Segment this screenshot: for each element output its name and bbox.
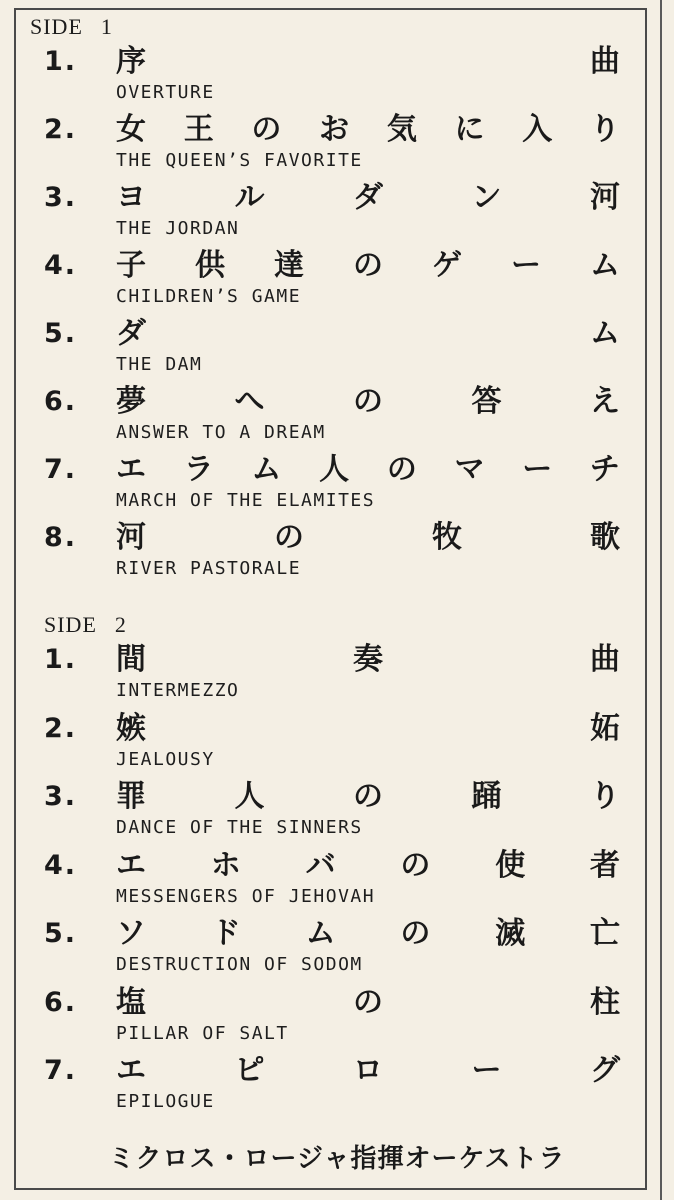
side1-track-2 [0,112,674,176]
track-number: 3. [44,182,78,213]
track-number: 1. [44,644,78,675]
title-character: バ [305,847,336,883]
title-character: り [590,779,620,814]
side1-track-5 [0,316,674,380]
side2-label-text: SIDE [44,612,97,637]
title-character: ピ [234,1053,265,1088]
track-title-english: THE JORDAN [116,218,240,239]
side1-track-4 [0,248,674,312]
title-character: ム [305,916,336,951]
title-character: ラ [183,452,214,487]
track-number: 2. [44,712,78,744]
track-title-japanese [116,1053,620,1089]
title-character: の [353,984,383,1020]
title-character: 人 [234,779,265,814]
title-character: の [274,520,304,555]
title-character: 者 [589,847,620,883]
title-character: え [590,384,620,419]
title-character: ー [471,1053,502,1088]
title-character: 気 [386,112,417,147]
side2-number: 2 [114,612,127,637]
track-number: 6. [44,386,78,417]
title-character: ダ [353,180,383,215]
side2-track-7 [0,1053,674,1117]
track-title-english: THE DAM [116,354,203,375]
side1-track-8 [0,520,674,584]
track-number: 7. [44,1055,78,1086]
title-character: 罪 [116,779,146,814]
track-number: 3. [44,781,78,812]
title-character: の [400,847,431,883]
side2-track-3 [0,779,674,843]
title-character: ダ [116,316,146,351]
title-character: ー [522,452,553,487]
track-title-english: JEALOUSY [116,748,215,770]
title-character: 河 [590,180,620,215]
track-title-english: MESSENGERS OF JEHOVAH [116,885,376,907]
title-character: 柱 [590,984,620,1020]
title-character: 女 [116,112,146,147]
side1-track-6 [0,384,674,448]
track-title-english: CHILDREN’S GAME [116,286,302,307]
track-title-japanese [116,779,620,815]
title-character: チ [589,452,620,487]
title-character: 使 [495,847,526,883]
track-title-japanese [116,112,620,148]
performer-credit: ミクロス・ロージャ指揮オーケストラ [108,1144,566,1174]
track-title-japanese [116,642,620,678]
track-title-japanese [116,985,620,1021]
side2-track-1 [0,642,674,706]
track-title-english: ANSWER TO A DREAM [116,422,326,443]
side1-label [30,14,113,40]
title-character: へ [234,384,265,419]
title-character: の [400,916,431,951]
title-character: 曲 [590,642,620,677]
track-title-english: THE QUEEN’S FAVORITE [116,150,363,171]
title-character: 序 [116,44,146,79]
title-character: 間 [116,642,146,677]
title-character: 踊 [471,779,502,814]
title-character: 妬 [590,710,620,746]
track-title-japanese [116,711,620,747]
title-character: 歌 [590,520,620,555]
title-character: 塩 [116,984,146,1020]
title-character: ル [234,180,265,215]
side2-label [44,612,127,638]
title-character: り [589,112,620,147]
title-character: ヨ [116,180,146,215]
track-number: 7. [44,454,78,485]
track-title-japanese [116,520,620,556]
track-number: 1. [44,46,78,77]
title-character: ゲ [432,248,462,283]
title-character: 奏 [353,642,383,677]
side1-track-3 [0,180,674,244]
side2-track-2 [0,711,674,775]
track-title-japanese [116,248,620,284]
title-character: ム [590,248,620,283]
track-number: 5. [44,318,78,349]
title-character: 牧 [432,520,462,555]
side1-label-text: SIDE [30,14,83,39]
title-character: 達 [274,248,304,283]
track-title-english: RIVER PASTORALE [116,558,302,579]
track-title-english: EPILOGUE [116,1091,215,1112]
title-character: ロ [353,1053,383,1088]
track-title-japanese [116,180,620,216]
side2-track-6 [0,985,674,1049]
title-character: 亡 [589,916,620,951]
title-character: ホ [210,847,241,883]
side2-track-5 [0,916,674,980]
title-character: ソ [116,916,146,951]
title-character: お [319,112,350,147]
title-character: ー [511,248,541,283]
track-title-english: PILLAR OF SALT [116,1022,289,1044]
track-title-english: MARCH OF THE ELAMITES [116,490,376,511]
title-character: 王 [183,112,214,147]
track-number: 2. [44,114,78,145]
title-character: 人 [319,452,350,487]
track-number: 4. [44,250,78,281]
title-character: の [251,112,282,147]
track-title-english: INTERMEZZO [116,680,240,701]
track-number: 8. [44,522,78,553]
track-title-japanese [116,452,620,488]
track-title-english: OVERTURE [116,82,215,103]
track-title-japanese [116,848,620,884]
track-title-english: DANCE OF THE SINNERS [116,817,363,838]
title-character: 供 [195,248,225,283]
track-number: 5. [44,918,78,949]
title-character: の [353,248,383,283]
title-character: の [386,452,417,487]
title-character: ム [251,452,282,487]
title-character: に [454,112,485,147]
title-character: グ [590,1053,620,1088]
track-number: 4. [44,849,78,881]
title-character: 入 [522,112,553,147]
title-character: 河 [116,520,146,555]
track-title-japanese [116,44,620,80]
title-character: 夢 [116,384,146,419]
track-title-japanese [116,316,620,352]
title-character: 曲 [590,44,620,79]
title-character: 嫉 [116,710,146,746]
track-title-japanese [116,916,620,952]
title-character: ン [471,180,502,215]
side1-track-7 [0,452,674,516]
track-number: 6. [44,986,78,1018]
title-character: エ [116,1053,146,1088]
track-title-english: DESTRUCTION OF SODOM [116,954,363,975]
track-title-japanese [116,384,620,420]
side1-track-1 [0,44,674,108]
title-character: ム [590,316,620,351]
title-character: マ [454,452,485,487]
title-character: の [353,779,383,814]
side1-number: 1 [100,14,113,39]
title-character: 子 [116,248,146,283]
title-character: 答 [471,384,502,419]
title-character: 滅 [495,916,526,951]
title-character: の [353,384,383,419]
title-character: エ [116,847,146,883]
title-character: ド [210,916,241,951]
side2-track-4 [0,848,674,912]
title-character: エ [116,452,146,487]
